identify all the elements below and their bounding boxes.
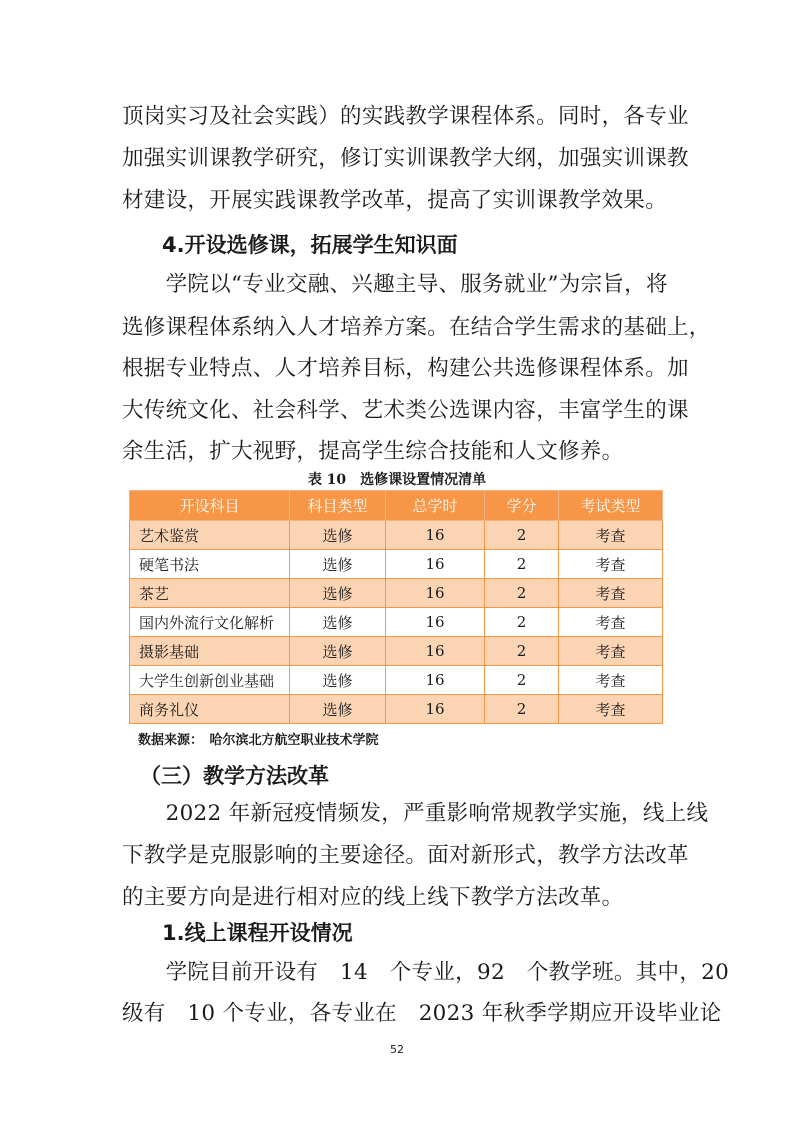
table-cell: 2 bbox=[485, 608, 559, 637]
text-line: 加强实训课教学研究，修订实训课教学大纲，加强实训课教 bbox=[122, 146, 689, 171]
page-number: 52 bbox=[390, 1043, 404, 1056]
table-cell: 16 bbox=[386, 608, 485, 637]
text-line: 选修课程体系纳入人才培养方案。在结合学生需求的基础上， bbox=[122, 315, 711, 340]
text-line: 2022 年新冠疫情频发，严重影响常规教学实施，线上线 bbox=[122, 801, 709, 826]
table-cell: 2 bbox=[485, 521, 559, 550]
table-cell: 选修 bbox=[290, 666, 386, 695]
table-cell: 茶艺 bbox=[130, 579, 290, 608]
table-cell: 16 bbox=[386, 637, 485, 666]
text-line: 的主要方向是进行相对应的线上线下教学方法改革。 bbox=[122, 885, 624, 910]
table-cell: 选修 bbox=[290, 637, 386, 666]
text-line: 学院以“专业交融、兴趣主导、服务就业”为宗旨，将 bbox=[122, 272, 668, 297]
section-heading-electives: 4.开设选修课，拓展学生知识面 bbox=[162, 233, 458, 257]
text-line: 下教学是克服影响的主要途径。面对新形式，教学方法改革 bbox=[122, 843, 689, 868]
table-cell: 大学生创新创业基础 bbox=[130, 666, 290, 695]
table-cell: 2 bbox=[485, 550, 559, 579]
table-cell: 商务礼仪 bbox=[130, 695, 290, 724]
table-cell: 2 bbox=[485, 666, 559, 695]
table-cell: 16 bbox=[386, 521, 485, 550]
header-cell: 总学时 bbox=[386, 491, 485, 521]
text-line: 根据专业特点、人才培养目标，构建公共选修课程体系。加 bbox=[122, 356, 689, 381]
table-cell: 2 bbox=[485, 637, 559, 666]
table-cell: 艺术鉴赏 bbox=[130, 521, 290, 550]
text-line: 大传统文化、社会科学、艺术类公选课内容，丰富学生的课 bbox=[122, 398, 689, 423]
table-row bbox=[130, 521, 663, 550]
text-line: 学院目前开设有 14 个专业，92 个教学班。其中，20 bbox=[122, 960, 730, 985]
header-cell: 科目类型 bbox=[290, 491, 386, 521]
table-cell: 16 bbox=[386, 579, 485, 608]
table-header-row bbox=[130, 491, 663, 521]
table-cell: 2 bbox=[485, 695, 559, 724]
table-cell: 2 bbox=[485, 579, 559, 608]
table-cell: 国内外流行文化解析 bbox=[130, 608, 290, 637]
table-cell: 选修 bbox=[290, 521, 386, 550]
table-row bbox=[130, 550, 663, 579]
table-cell: 选修 bbox=[290, 550, 386, 579]
table-cell: 考查 bbox=[559, 550, 663, 579]
table-row bbox=[130, 695, 663, 724]
table-cell: 选修 bbox=[290, 695, 386, 724]
table-cell: 考查 bbox=[559, 695, 663, 724]
text-line: 顶岗实习及社会实践）的实践教学课程体系。同时，各专业 bbox=[122, 104, 689, 129]
header-cell: 学分 bbox=[485, 491, 559, 521]
table-cell: 选修 bbox=[290, 608, 386, 637]
table-cell: 考查 bbox=[559, 666, 663, 695]
table-cell: 硬笔书法 bbox=[130, 550, 290, 579]
table-source-note: 数据来源： 哈尔滨北方航空职业技术学院 bbox=[138, 733, 379, 748]
elective-courses-table bbox=[129, 490, 663, 724]
table-cell: 16 bbox=[386, 666, 485, 695]
table-cell: 考查 bbox=[559, 579, 663, 608]
header-cell: 考试类型 bbox=[559, 491, 663, 521]
text-line: 余生活，扩大视野，提高学生综合技能和人文修养。 bbox=[122, 439, 624, 464]
table-cell: 摄影基础 bbox=[130, 637, 290, 666]
table-cell: 16 bbox=[386, 695, 485, 724]
section-heading-teaching-methods: （三）教学方法改革 bbox=[140, 764, 329, 788]
table-cell: 选修 bbox=[290, 579, 386, 608]
table-row bbox=[130, 608, 663, 637]
section-heading-online-courses: 1.线上课程开设情况 bbox=[162, 921, 353, 945]
text-line: 材建设，开展实践课教学改革，提高了实训课教学效果。 bbox=[122, 188, 668, 213]
table-row bbox=[130, 666, 663, 695]
table-cell: 考查 bbox=[559, 637, 663, 666]
table-row bbox=[130, 579, 663, 608]
table-cell: 16 bbox=[386, 550, 485, 579]
table-row bbox=[130, 637, 663, 666]
table-cell: 考查 bbox=[559, 521, 663, 550]
text-line: 级有 10 个专业，各专业在 2023 年秋季学期应开设毕业论 bbox=[122, 1001, 722, 1026]
table-cell: 考查 bbox=[559, 608, 663, 637]
header-cell: 开设科目 bbox=[130, 491, 290, 521]
table-caption: 表 10 选修课设置情况清单 bbox=[307, 472, 487, 488]
